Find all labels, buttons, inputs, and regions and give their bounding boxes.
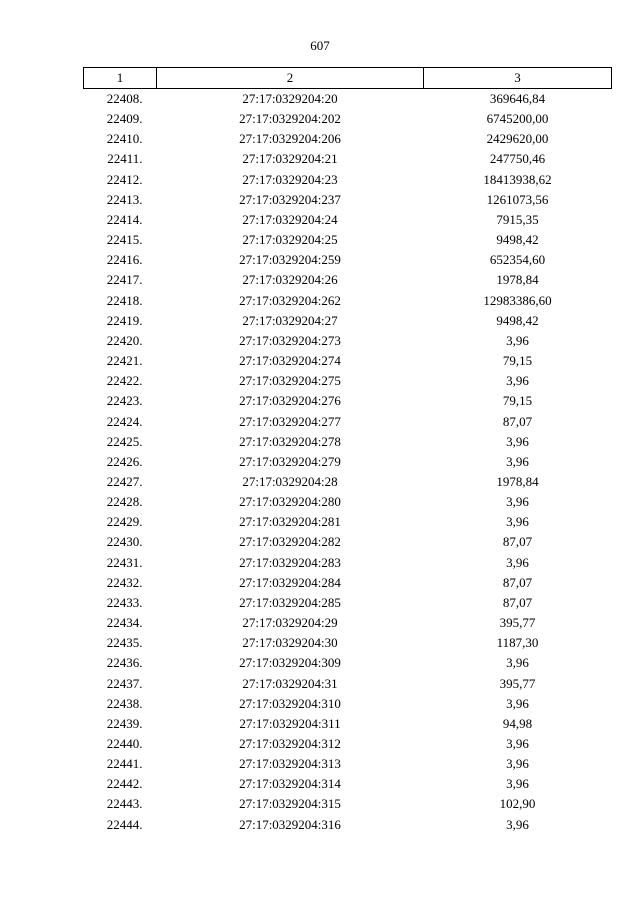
cadastral-number-cell: 27:17:0329204:28 (242, 473, 338, 489)
row-number-cell: 22430. (106, 534, 143, 550)
table-row (84, 351, 612, 371)
cadastral-value-cell: 6745200,00 (486, 111, 549, 127)
table-row (84, 331, 612, 351)
row-number-cell: 22439. (106, 715, 143, 731)
cadastral-number-cell: 27:17:0329204:277 (239, 413, 341, 429)
cadastral-value-cell: 652354,60 (489, 252, 546, 268)
row-number-cell: 22410. (106, 131, 143, 147)
cadastral-number-cell: 27:17:0329204:26 (242, 272, 338, 288)
row-number-cell: 22443. (106, 796, 143, 812)
table-row (84, 230, 612, 250)
table-row (84, 815, 612, 835)
cadastral-value-cell: 79,15 (502, 353, 533, 369)
table-row (84, 754, 612, 774)
cadastral-value-cell: 2429620,00 (486, 131, 549, 147)
table-row (84, 734, 612, 754)
cadastral-number-cell: 27:17:0329204:31 (242, 675, 338, 691)
table-row (84, 492, 612, 512)
row-number-cell: 22427. (106, 473, 143, 489)
row-number-cell: 22437. (106, 675, 143, 691)
table-row (84, 694, 612, 714)
cadastral-value-cell: 7915,35 (496, 211, 539, 227)
row-number-cell: 22415. (106, 232, 143, 248)
cadastral-value-cell: 247750,46 (489, 151, 546, 167)
row-number-cell: 22408. (106, 91, 143, 106)
table-row (84, 653, 612, 673)
cadastral-value-cell: 3,96 (506, 736, 529, 751)
row-number-cell: 22424. (106, 413, 143, 429)
cadastral-number-cell: 27:17:0329204:20 (242, 91, 338, 106)
cadastral-value-cell: 87,07 (502, 534, 533, 550)
cadastral-value-cell: 3,96 (506, 453, 529, 469)
table-row (84, 311, 612, 331)
table-row (84, 674, 612, 694)
cadastral-value-cell: 94,98 (502, 715, 533, 731)
row-number-cell: 22435. (106, 635, 143, 651)
table-row (84, 613, 612, 633)
cadastral-value-cell: 3,96 (506, 332, 529, 348)
cadastral-number-cell: 27:17:0329204:275 (239, 373, 341, 389)
cadastral-value-cell: 18413938,62 (483, 171, 552, 187)
cadastral-value-cell: 1187,30 (496, 635, 539, 651)
table-row (84, 553, 612, 573)
cadastral-number-cell: 27:17:0329204:202 (239, 111, 341, 127)
cadastral-value-cell: 395,77 (499, 615, 536, 631)
cadastral-number-cell: 27:17:0329204:278 (239, 433, 341, 449)
column-header-3: 3 (424, 68, 612, 89)
row-number-cell: 22413. (106, 191, 143, 207)
cadastral-value-cell: 395,77 (499, 675, 536, 691)
cadastral-number-cell: 27:17:0329204:316 (239, 816, 341, 832)
table-row (84, 593, 612, 613)
table-row (84, 149, 612, 169)
row-number-cell: 22426. (106, 453, 143, 469)
column-header-1: 1 (84, 68, 157, 89)
table-row (84, 270, 612, 290)
row-number-cell: 22419. (106, 312, 143, 328)
cadastral-number-cell: 27:17:0329204:273 (239, 332, 341, 348)
cadastral-number-cell: 27:17:0329204:312 (239, 736, 341, 751)
cadastral-value-cell: 3,96 (506, 373, 529, 389)
cadastral-number-cell: 27:17:0329204:281 (239, 514, 341, 530)
table-row (84, 532, 612, 552)
column-header-2: 2 (157, 68, 424, 89)
page-number: 607 (310, 38, 330, 53)
cadastral-number-cell: 27:17:0329204:314 (239, 776, 341, 792)
table-row (84, 210, 612, 230)
cadastral-value-cell: 87,07 (502, 413, 533, 429)
cadastral-number-cell: 27:17:0329204:206 (239, 131, 341, 147)
row-number-cell: 22442. (106, 776, 143, 792)
table-body (84, 89, 612, 835)
row-number-cell: 22428. (106, 494, 143, 510)
row-number-cell: 22433. (106, 594, 143, 610)
table-row (84, 432, 612, 452)
row-number-cell: 22414. (106, 211, 143, 227)
table-row (84, 89, 612, 110)
cadastral-value-cell: 369646,84 (489, 91, 546, 106)
cadastral-number-cell: 27:17:0329204:313 (239, 756, 341, 772)
row-number-cell: 22434. (106, 615, 143, 631)
table-row (84, 371, 612, 391)
cadastral-number-cell: 27:17:0329204:283 (239, 554, 341, 570)
cadastral-value-cell: 79,15 (502, 393, 533, 409)
row-number-cell: 22438. (106, 695, 143, 711)
cadastral-value-table-container (83, 67, 611, 835)
cadastral-number-cell: 27:17:0329204:21 (242, 151, 338, 167)
cadastral-value-cell: 87,07 (502, 594, 533, 610)
table-header (84, 68, 612, 89)
row-number-cell: 22423. (106, 393, 143, 409)
row-number-cell: 22421. (106, 353, 143, 369)
cadastral-number-cell: 27:17:0329204:30 (242, 635, 338, 651)
row-number-cell: 22441. (106, 756, 143, 772)
row-number-cell: 22418. (106, 292, 143, 308)
row-number-cell: 22412. (106, 171, 143, 187)
table-row (84, 129, 612, 149)
cadastral-value-cell: 9498,42 (496, 232, 539, 248)
table-row (84, 633, 612, 653)
table-row (84, 472, 612, 492)
cadastral-number-cell: 27:17:0329204:311 (239, 715, 341, 731)
cadastral-value-cell: 87,07 (502, 574, 533, 590)
cadastral-value-cell: 3,96 (506, 494, 529, 510)
table-row (84, 109, 612, 129)
row-number-cell: 22436. (106, 655, 143, 671)
cadastral-number-cell: 27:17:0329204:237 (239, 191, 341, 207)
cadastral-number-cell: 27:17:0329204:276 (239, 393, 341, 409)
row-number-cell: 22409. (106, 111, 143, 127)
cadastral-number-cell: 27:17:0329204:279 (239, 453, 341, 469)
cadastral-number-cell: 27:17:0329204:262 (239, 292, 341, 308)
table-row (84, 250, 612, 270)
cadastral-number-cell: 27:17:0329204:282 (239, 534, 341, 550)
cadastral-number-cell: 27:17:0329204:27 (242, 312, 338, 328)
row-number-cell: 22416. (106, 252, 143, 268)
cadastral-value-cell: 3,96 (506, 776, 529, 792)
cadastral-value-cell: 3,96 (506, 816, 529, 832)
row-number-cell: 22432. (106, 574, 143, 590)
table-row (84, 391, 612, 411)
cadastral-value-cell: 3,96 (506, 514, 529, 530)
cadastral-number-cell: 27:17:0329204:315 (239, 796, 341, 812)
cadastral-value-cell: 1978,84 (496, 272, 539, 288)
row-number-cell: 22440. (106, 736, 143, 751)
row-number-cell: 22411. (107, 151, 143, 167)
cadastral-number-cell: 27:17:0329204:24 (242, 211, 338, 227)
table-row (84, 512, 612, 532)
cadastral-value-cell: 9498,42 (496, 312, 539, 328)
cadastral-number-cell: 27:17:0329204:284 (239, 574, 341, 590)
cadastral-number-cell: 27:17:0329204:274 (239, 353, 341, 369)
table-header-row (84, 68, 612, 89)
cadastral-value-cell: 102,90 (499, 796, 536, 812)
cadastral-value-cell: 3,96 (506, 554, 529, 570)
row-number-cell: 22431. (106, 554, 143, 570)
table-row (84, 714, 612, 734)
table-row (84, 412, 612, 432)
cadastral-number-cell: 27:17:0329204:285 (239, 594, 341, 610)
table-row (84, 291, 612, 311)
row-number-cell: 22422. (106, 373, 143, 389)
cadastral-value-cell: 1261073,56 (486, 191, 549, 207)
table-row (84, 190, 612, 210)
cadastral-number-cell: 27:17:0329204:23 (242, 171, 338, 187)
cadastral-value-cell: 3,96 (506, 655, 529, 671)
cadastral-value-cell: 3,96 (506, 433, 529, 449)
table-row (84, 573, 612, 593)
cadastral-value-cell: 3,96 (506, 756, 529, 772)
row-number-cell: 22425. (106, 433, 143, 449)
cadastral-number-cell: 27:17:0329204:310 (239, 695, 341, 711)
table-row (84, 774, 612, 794)
cadastral-number-cell: 27:17:0329204:309 (239, 655, 341, 671)
table-row (84, 170, 612, 190)
row-number-cell: 22429. (106, 514, 143, 530)
cadastral-number-cell: 27:17:0329204:259 (239, 252, 341, 268)
cadastral-value-cell: 3,96 (506, 695, 529, 711)
cadastral-number-cell: 27:17:0329204:25 (242, 232, 338, 248)
table-row (84, 794, 612, 814)
cadastral-value-cell: 12983386,60 (483, 292, 552, 308)
cadastral-value-cell: 1978,84 (496, 473, 539, 489)
cadastral-number-cell: 27:17:0329204:280 (239, 494, 341, 510)
cadastral-value-table (83, 67, 612, 835)
row-number-cell: 22420. (106, 332, 143, 348)
cadastral-number-cell: 27:17:0329204:29 (242, 615, 338, 631)
row-number-cell: 22444. (106, 816, 143, 832)
table-row (84, 452, 612, 472)
row-number-cell: 22417. (106, 272, 143, 288)
